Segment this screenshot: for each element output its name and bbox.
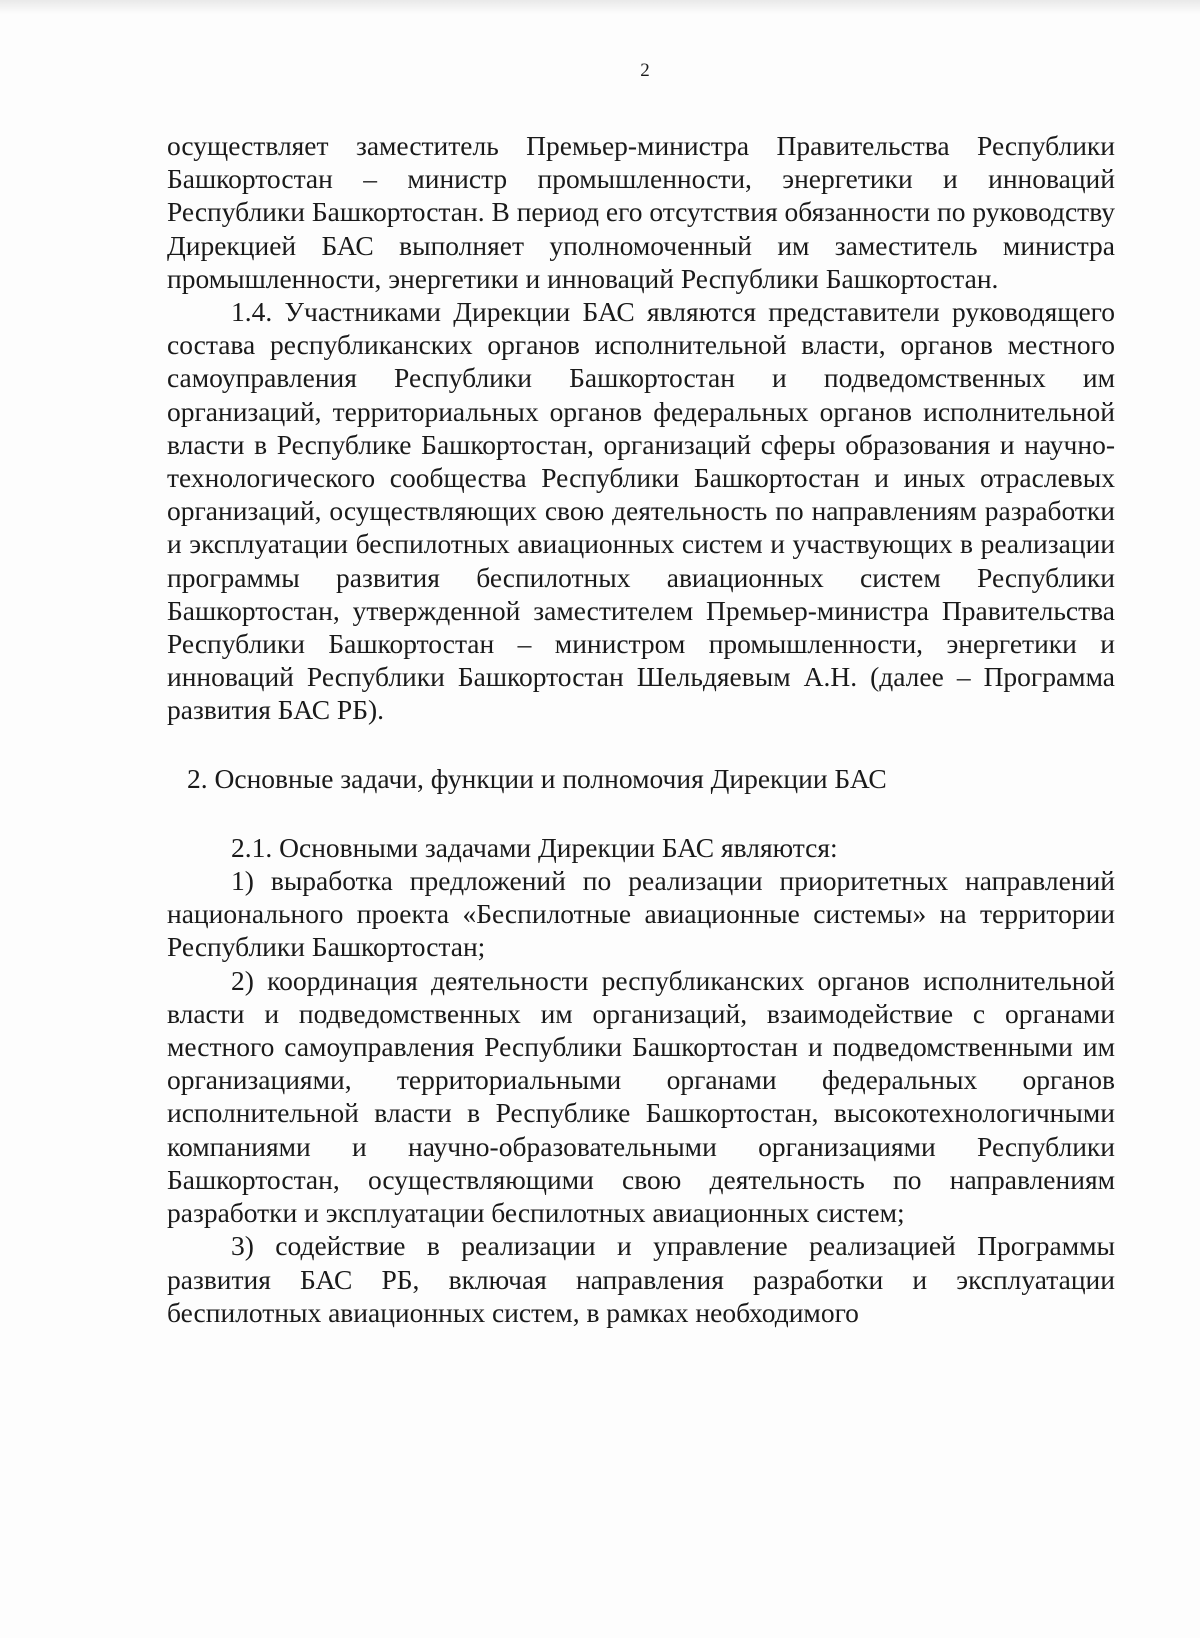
document-body [167, 129, 1115, 1329]
scan-shadow [0, 0, 1200, 14]
page-number: 2 [640, 60, 650, 81]
list-item-1: 1) выработка предложений по реализации приоритетных направлений национального проекта «Беспилотные авиационные системы» на территории Республики Башкортостан; [167, 865, 1115, 963]
paragraph-continuation: осуществляет заместитель Премьер-министра Правительства Республики Башкортостан – министр промышленности, энергетики и инноваций Республики Башкортостан. В период его отсутствия обязанности по руководству Дирекцией БАС выполняет уполномоченный им заместитель министра промышленности, энергетики и инноваций Республики Башкортостан. [167, 130, 1115, 294]
paragraph-2-1: 2.1. Основными задачами Дирекции БАС являются: [231, 831, 838, 863]
paragraph-1-4: 1.4. Участниками Дирекции БАС являются представители руководящего состава республиканских органов исполнительной власти, органов местного самоуправления Республики Башкортостан и подведомственных им организаций, территориальных органов федеральных органов исполнительной власти в Республике Башкортостан, организаций сферы образования и научно-технологического сообщества Республики Башкортостан и иных отраслевых организаций, осуществляющих свою деятельность по направлениям разработки и эксплуатации беспилотных авиационных систем и участвующих в реализации программы развития беспилотных авиационных систем Республики Башкортостан, утвержденной заместителем Премьер-министра Правительства Республики Башкортостан – министром промышленности, энергетики и инноваций Республики Башкортостан Шельдяевым А.Н. (далее – Программа развития БАС РБ). [167, 296, 1115, 726]
list-item-2: 2) координация деятельности республиканских органов исполнительной власти и подведомственных им организаций, взаимодействие с органами местного самоуправления Республики Башкортостан и подведомственными им организациями, территориальными органами федеральных органов исполнительной власти в Республике Башкортостан, высокотехнологичными компаниями и научно-образовательными организациями Республики Башкортостан, осуществляющими свою деятельность по направлениям разработки и эксплуатации беспилотных авиационных систем; [167, 964, 1115, 1229]
section-heading: 2. Основные задачи, функции и полномочия Дирекции БАС [187, 762, 887, 794]
list-item-3: 3) содействие в реализации и управление реализацией Программы развития БАС РБ, включая направления разработки и эксплуатации беспилотных авиационных систем, в рамках необходимого [167, 1230, 1115, 1328]
